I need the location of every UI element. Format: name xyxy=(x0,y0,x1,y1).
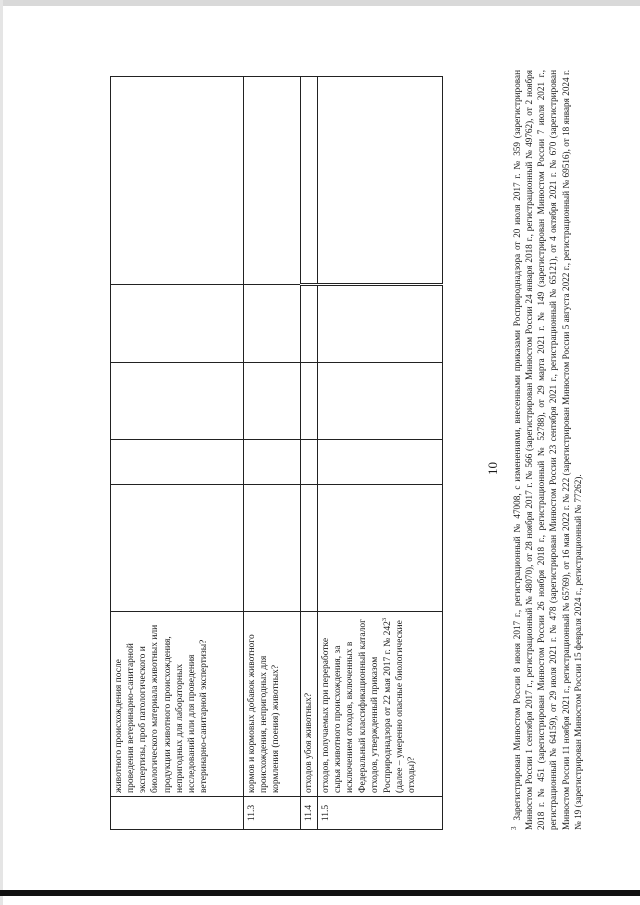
scan-top-edge xyxy=(0,0,640,6)
empty-cell xyxy=(111,77,244,285)
empty-cell xyxy=(318,485,443,612)
empty-cell xyxy=(301,363,318,440)
empty-cell xyxy=(111,485,244,612)
question-text-tail: (далее – умеренно опасные биологические отходы)? xyxy=(395,620,418,793)
checklist-table xyxy=(110,76,443,830)
question-text xyxy=(318,612,443,797)
empty-cell xyxy=(244,285,301,363)
empty-cell xyxy=(111,440,244,485)
page-number: 10 xyxy=(485,462,500,475)
footnote-ref: 3 xyxy=(380,617,388,622)
empty-cell xyxy=(318,363,443,440)
empty-cell xyxy=(111,285,244,363)
row-number: 11.5 xyxy=(318,797,443,830)
question-text: животного происхождения после проведения ветеринарно-санитарной экспертизы, проб патологического и биологического материала животных или продукции животного происхождения, непригодных для лабораторных исследований или для проведения ветеринарно-санитарной экспертизы? xyxy=(111,612,244,797)
table-row xyxy=(318,77,443,830)
empty-cell xyxy=(244,77,301,285)
empty-cell xyxy=(244,440,301,485)
empty-cell xyxy=(318,440,443,485)
empty-cell xyxy=(301,77,318,285)
footnote xyxy=(510,70,584,830)
empty-cell xyxy=(301,440,318,485)
empty-cell xyxy=(244,485,301,612)
empty-cell xyxy=(111,363,244,440)
row-number: 11.4 xyxy=(301,797,318,830)
footnote-mark: 3 xyxy=(510,826,518,830)
rotated-page xyxy=(30,60,585,860)
table-row xyxy=(111,77,244,830)
table-row xyxy=(301,77,318,830)
question-text: кормов и кормовых добавок животного происхождения, непригодных для кормления (поения) животных? xyxy=(244,612,301,797)
empty-cell xyxy=(301,285,318,363)
empty-cell xyxy=(244,363,301,440)
scan-bottom-edge xyxy=(0,890,640,896)
question-text-main: отходов, получаемых при переработке сырья животного происхождения, за исключением отходов, включенных в Федеральный классификационный каталог отходов, утвержденный приказом Росприроднадзора от 22 мая 2017 г. № 242 xyxy=(321,618,394,793)
table-row xyxy=(244,77,301,830)
row-number xyxy=(111,797,244,830)
empty-cell xyxy=(318,77,443,285)
footnote-text: Зарегистрирован Минюстом России 8 июня 2017 г., регистрационный № 47008, с изменениями, внесенными приказами Росприроднадзора от 20 июля 2017 г. № 359 (зарегистрирован Минюстом России 1 сентября 2017 г., регистрационный № 48070), от 28 ноября 2017 г. № 566 (зарегистрирован Минюстом России 24 января 2018 г., регистрационный № 49762), от 2 ноября 2018 г. № 451 (зарегистрирован Минюстом России 26 ноября 2018 г., регистрационный № 52788), от 29 марта 2021 г. № 149 (зарегистрирован Минюстом России 7 июля 2021 г., регистрационный № 64159), от 29 июля 2021 г. № 478 (зарегистрирован Минюстом России 23 сентября 2021 г., регистрационный № 65121), от 4 октября 2021 г. № 670 (зарегистрирован Минюстом России 11 ноября 2021 г., регистрационный № 65769), от 16 мая 2022 г. № 222 (зарегистрирован Минюстом России 5 августа 2022 г., регистрационный № 69516), от 18 января 2024 г. № 19 (зарегистрирован Минюстом России 15 февраля 2024 г., регистрационный № 77262). xyxy=(512,70,583,830)
empty-cell xyxy=(318,285,443,363)
question-text: отходов убоя животных? xyxy=(301,612,318,797)
row-number: 11.3 xyxy=(244,797,301,830)
scan-left-edge xyxy=(0,0,3,905)
empty-cell xyxy=(301,485,318,612)
